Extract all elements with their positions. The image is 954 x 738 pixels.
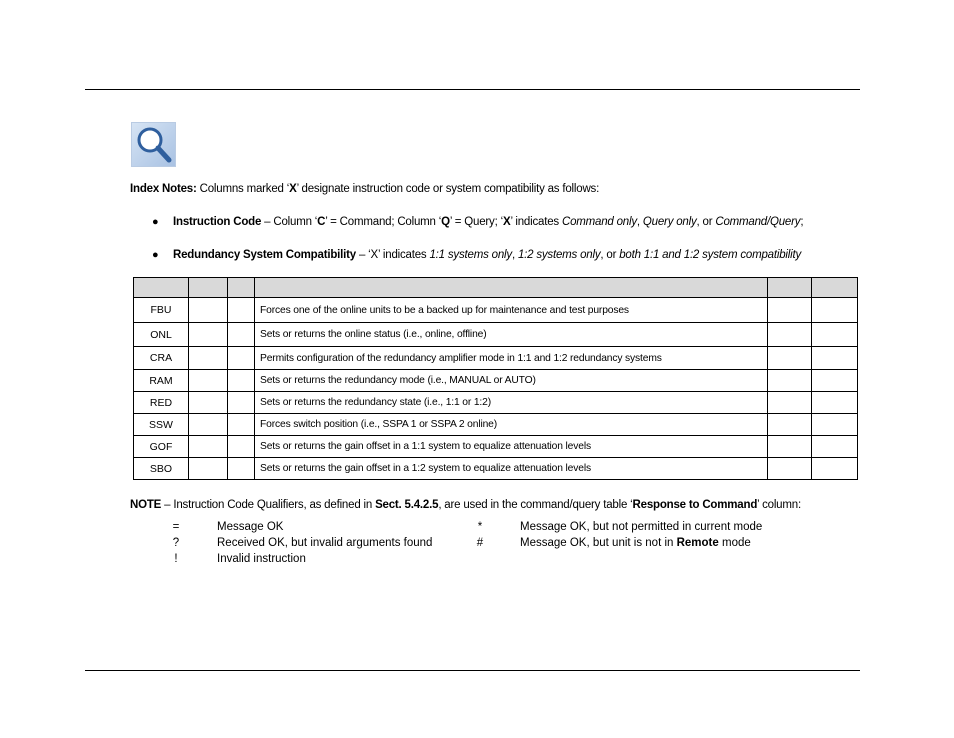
table-row: CRA Permits configuration of the redundancy amplifier mode in 1:1 and 1:2 redundancy systems [134, 347, 858, 370]
qualifier-text: Received OK, but invalid arguments found [217, 537, 433, 549]
header-cell [189, 278, 228, 298]
table-row: RAM Sets or returns the redundancy mode (i.e., MANUAL or AUTO) [134, 370, 858, 392]
index-notes: Index Notes: Columns marked ‘X’ designate instruction code or system compatibility as follows: [130, 183, 600, 195]
qualifier-text: Invalid instruction [217, 553, 306, 565]
qualifier-symbol: ? [172, 537, 180, 549]
header-cell [134, 278, 189, 298]
header-rule [85, 89, 860, 90]
header-cell [255, 278, 768, 298]
table-row: SBO Sets or returns the gain offset in a 1:2 system to equalize attenuation levels [134, 458, 858, 480]
qualifier-text: Message OK, but unit is not in Remote mode [520, 537, 751, 549]
bullet-redundancy-compatibility: ● Redundancy System Compatibility – ‘X’ indicates 1:1 systems only, 1:2 systems only, or both 1:1 and 1:2 system compatibility [152, 249, 802, 261]
qualifier-note: NOTE – Instruction Code Qualifiers, as defined in Sect. 5.4.2.5, are used in the command/query table ‘Response to Command’ column: [130, 499, 801, 511]
qualifier-text: Message OK, but not permitted in current mode [520, 521, 763, 533]
table-header-row [134, 278, 858, 298]
instruction-index-table [133, 277, 858, 480]
table-row: RED Sets or returns the redundancy state (i.e., 1:1 or 1:2) [134, 392, 858, 414]
magnifier-icon [131, 122, 176, 167]
qualifier-symbol: # [476, 537, 484, 549]
bullet-icon: ● [152, 249, 159, 261]
header-cell [812, 278, 858, 298]
bullet-icon: ● [152, 216, 159, 228]
qualifier-symbol: ! [174, 553, 178, 565]
qualifier-symbol: * [477, 521, 483, 533]
table-row: ONL Sets or returns the online status (i.e., online, offline) [134, 323, 858, 347]
header-cell [768, 278, 812, 298]
bullet-instruction-code: ● Instruction Code – Column ‘C’ = Command; Column ‘Q’ = Query; ‘X’ indicates Command only, Query only, or Command/Query; [152, 216, 804, 228]
qualifier-text: Message OK [217, 521, 284, 533]
qualifier-symbol: = [172, 521, 180, 533]
table-row: SSW Forces switch position (i.e., SSPA 1 or SSPA 2 online) [134, 414, 858, 436]
table-row: FBU Forces one of the online units to be a backed up for maintenance and test purposes [134, 298, 858, 323]
footer-rule [85, 670, 860, 671]
header-cell [228, 278, 255, 298]
table-row: GOF Sets or returns the gain offset in a 1:1 system to equalize attenuation levels [134, 436, 858, 458]
